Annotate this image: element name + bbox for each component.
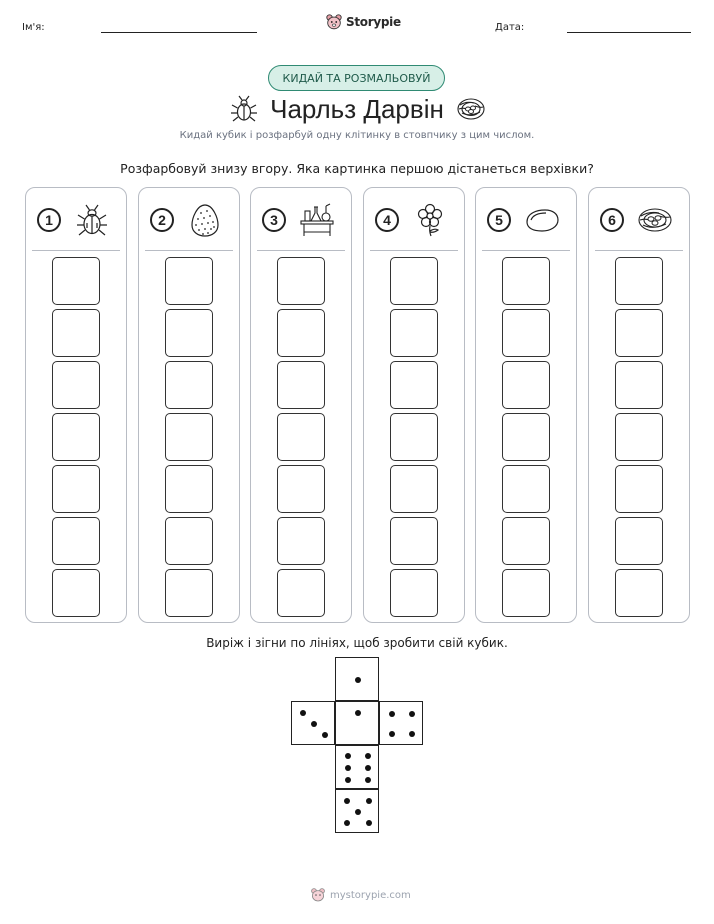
date-line (567, 32, 691, 33)
date-label: Дата: (495, 22, 525, 33)
beetle-icon (74, 203, 110, 237)
color-cell[interactable] (52, 465, 100, 513)
column-divider (257, 250, 345, 251)
die-face-3 (291, 701, 335, 745)
color-cell[interactable] (277, 569, 325, 617)
color-cell[interactable] (615, 257, 663, 305)
die-pip (409, 731, 415, 737)
die-pip (355, 677, 361, 683)
cut-instruction: Виріж і зігни по лініях, щоб зробити свій кубик. (206, 636, 508, 650)
column-divider (482, 250, 570, 251)
bear-logo-icon (325, 13, 343, 31)
die-face-1 (335, 701, 379, 745)
die-pip (409, 711, 415, 717)
die-pip (345, 765, 351, 771)
column-5 (475, 187, 577, 623)
column-number: 4 (375, 208, 399, 232)
column-divider (595, 250, 683, 251)
color-cell[interactable] (502, 517, 550, 565)
color-cell[interactable] (390, 569, 438, 617)
color-cell[interactable] (165, 361, 213, 409)
die-pip (311, 721, 317, 727)
column-divider (145, 250, 233, 251)
die-pip (365, 753, 371, 759)
color-cell[interactable] (502, 413, 550, 461)
die-pip (366, 820, 372, 826)
column-divider (370, 250, 458, 251)
die-pip (344, 798, 350, 804)
column-1 (25, 187, 127, 623)
color-cell[interactable] (52, 413, 100, 461)
column-6 (588, 187, 690, 623)
color-cell[interactable] (615, 309, 663, 357)
bird-nest-icon (637, 203, 673, 237)
die-pip (345, 753, 351, 759)
subtitle: Кидай кубик і розфарбуй одну клітинку в стовпчику з цим числом. (179, 130, 535, 141)
footer (310, 885, 411, 905)
color-cell[interactable] (502, 361, 550, 409)
color-cell[interactable] (52, 309, 100, 357)
die-pip (322, 732, 328, 738)
color-cell[interactable] (52, 361, 100, 409)
die-pip (389, 711, 395, 717)
brand-name: Storypie (346, 15, 401, 29)
bird-nest-icon (456, 95, 486, 123)
color-cell[interactable] (165, 465, 213, 513)
column-3 (250, 187, 352, 623)
color-cell[interactable] (502, 465, 550, 513)
column-number: 1 (37, 208, 61, 232)
die-pip (389, 731, 395, 737)
color-cell[interactable] (277, 517, 325, 565)
lab-table-icon (299, 203, 335, 237)
column-4 (363, 187, 465, 623)
color-cell[interactable] (277, 361, 325, 409)
column-number: 3 (262, 208, 286, 232)
color-cell[interactable] (390, 257, 438, 305)
color-cell[interactable] (165, 569, 213, 617)
egg-icon (187, 203, 223, 237)
die-face-4 (379, 701, 423, 745)
column-number: 5 (487, 208, 511, 232)
instruction: Розфарбовуй знизу вгору. Яка картинка першою дістанеться верхівки? (120, 161, 594, 176)
color-cell[interactable] (390, 465, 438, 513)
color-cell[interactable] (165, 413, 213, 461)
color-cell[interactable] (52, 257, 100, 305)
page-title: Чарльз Дарвін (270, 94, 444, 124)
color-cell[interactable] (277, 309, 325, 357)
color-cell[interactable] (615, 361, 663, 409)
column-2 (138, 187, 240, 623)
die-pip (300, 710, 306, 716)
color-cell[interactable] (390, 413, 438, 461)
die-face-1 (335, 657, 379, 701)
storypie-logo (325, 12, 401, 32)
color-cell[interactable] (165, 309, 213, 357)
die-pip (345, 777, 351, 783)
name-label: Ім'я: (22, 22, 45, 33)
name-line (101, 32, 257, 33)
color-cell[interactable] (390, 517, 438, 565)
activity-badge: КИДАЙ ТА РОЗМАЛЬОВУЙ (268, 65, 445, 91)
bear-logo-icon (310, 887, 326, 903)
color-cell[interactable] (390, 361, 438, 409)
color-cell[interactable] (277, 257, 325, 305)
column-number: 6 (600, 208, 624, 232)
color-cell[interactable] (52, 517, 100, 565)
column-number: 2 (150, 208, 174, 232)
die-pip (344, 820, 350, 826)
die-pip (365, 765, 371, 771)
die-face-5 (335, 789, 379, 833)
color-cell[interactable] (390, 309, 438, 357)
footer-url[interactable]: mystorypie.com (330, 889, 411, 901)
color-cell[interactable] (502, 309, 550, 357)
die-pip (366, 798, 372, 804)
color-cell[interactable] (615, 569, 663, 617)
pebble-icon (524, 203, 560, 237)
color-cell[interactable] (165, 517, 213, 565)
die-pip (355, 809, 361, 815)
color-cell[interactable] (502, 257, 550, 305)
color-cell[interactable] (165, 257, 213, 305)
flower-icon (412, 203, 448, 237)
color-cell[interactable] (502, 569, 550, 617)
column-divider (32, 250, 120, 251)
color-cell[interactable] (52, 569, 100, 617)
color-cell[interactable] (277, 413, 325, 461)
die-pip (355, 710, 361, 716)
color-cell[interactable] (277, 465, 325, 513)
color-cell[interactable] (615, 465, 663, 513)
die-pip (365, 777, 371, 783)
color-cell[interactable] (615, 413, 663, 461)
color-cell[interactable] (615, 517, 663, 565)
die-face-6 (335, 745, 379, 789)
